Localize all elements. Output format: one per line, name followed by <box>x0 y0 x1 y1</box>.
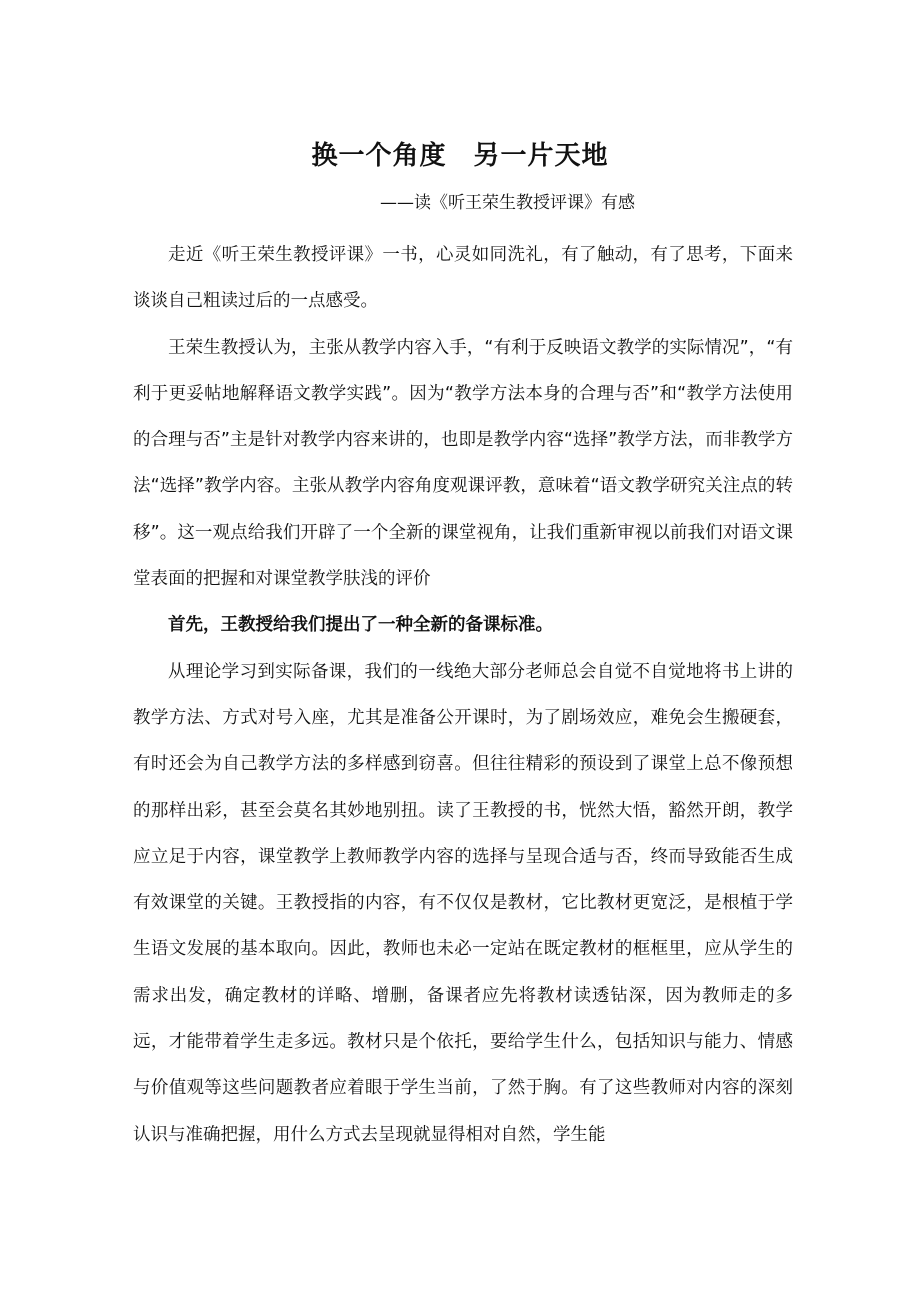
page-title: 换一个角度 另一片天地 <box>311 141 609 171</box>
page-subtitle: ——读《听王荣生教授评课》有感 <box>380 193 635 213</box>
paragraph-viewpoint: 王荣生教授认为，主张从教学内容入手，“有利于反映语文教学的实际情况”，“有利于更妥帖地解释语文教学实践”。因为“教学方法本身的合理与否”和“教学方法使用的合理与否”主是针对教学内容来讲的，也即是教学内容“选择”教学方法，而非教学方法“选择”教学内容。主张从教学内容角度观课评教，意味着“语文教学研究关注点的转移”。这一观点给我们开辟了一个全新的课堂视角，让我们重新审视以前我们对语文课堂表面的把握和对课堂教学肤浅的评价 <box>133 337 793 590</box>
section-heading-first: 首先，王教授给我们提出了一种全新的备课标准。 <box>168 615 553 636</box>
article-body <box>133 232 793 1158</box>
paragraph-intro: 走近《听王荣生教授评课》一书，心灵如同洗礼，有了触动，有了思考，下面来谈谈自己粗读过后的一点感受。 <box>133 245 793 312</box>
paragraph-lesson-prep: 从理论学习到实际备课，我们的一线绝大部分老师总会自觉不自觉地将书上讲的教学方法、方式对号入座，尤其是准备公开课时，为了剧场效应，难免会生搬硬套，有时还会为自己教学方法的多样感到窃喜。但往往精彩的预设到了课堂上总不像预想的那样出彩，甚至会莫名其妙地别扭。读了王教授的书，恍然大悟，豁然开朗，教学应立足于内容，课堂教学上教师教学内容的选择与呈现合适与否，终而导致能否生成有效课堂的关键。王教授指的内容，有不仅仅是教材，它比教材更宽泛，是根植于学生语文发展的基本取向。因此，教师也未必一定站在既定教材的框框里，应从学生的需求出发，确定教材的详略、增删，备课者应先将教材读透钻深，因为教师走的多远，才能带着学生走多远。教材只是个依托，要给学生什么，包括知识与能力、情感与价值观等这些问题教者应着眼于学生当前，了然于胸。有了这些教师对内容的深刻认识与准确把握，用什么方式去呈现就显得相对自然，学生能 <box>133 661 793 1145</box>
